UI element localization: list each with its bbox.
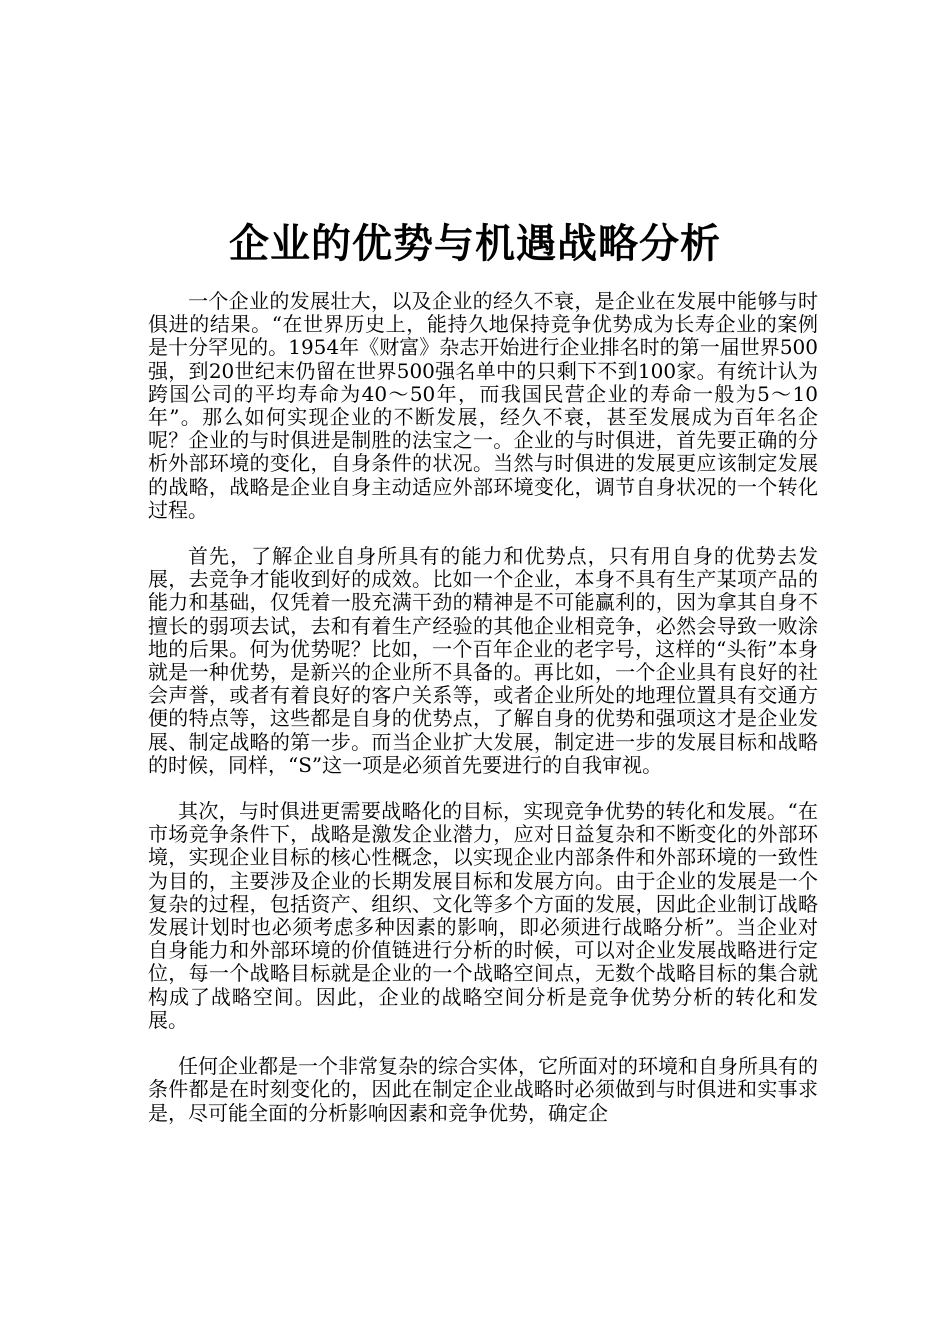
paragraph-2: 首先，了解企业自身所具有的能力和优势点，只有用自身的优势去发展，去竞争才能收到好的成效。比如一个企业，本身不具有生产某项产品的能力和基础，仅凭着一股充满干劲的精神是不可能赢利的，因为拿其自身不擅长的弱项去试，去和有着生产经验的其他企业相竞争，必然会导致一败涂地的后果。何为优势呢？比如，一个百年企业的老字号，这样的“头衔”本身就是一种优势，是新兴的企业所不具备的。再比如，一个企业具有良好的社会声誉，或者有着良好的客户关系等，或者企业所处的地理位置具有交通方便的特点等，这些都是自身的优势点，了解自身的优势和强项这才是企业发展、制定战略的第一步。而当企业扩大发展，制定进一步的发展目标和战略的时候，同样，“S”这一项是必须首先要进行的自我审视。 bbox=[148, 544, 818, 777]
paragraph-1: 一个企业的发展壮大，以及企业的经久不衰，是企业在发展中能够与时俱进的结果。“在世界历史上，能持久地保持竞争优势成为长寿企业的案例是十分罕见的。1954年《财富》杂志开始进行企业排名时的第一届世界500强，到20世纪末仍留在世界500强名单中的只剩下不到100家。有统计认为跨国公司的平均寿命为40～50年，而我国民营企业的寿命一般为5～10年”。那么如何实现企业的不断发展，经久不衰，甚至发展成为百年名企呢？企业的与时俱进是制胜的法宝之一。企业的与时俱进，首先要正确的分析外部环境的变化，自身条件的状况。当然与时俱进的发展更应该制定发展的战略，战略是企业自身主动适应外部环境变化，调节自身状况的一个转化过程。 bbox=[148, 289, 818, 522]
paragraph-4: 任何企业都是一个非常复杂的综合实体，它所面对的环境和自身所具有的条件都是在时刻变化的，因此在制定企业战略时必须做到与时俱进和实事求是，尽可能全面的分析影响因素和竞争优势，确定企 bbox=[148, 1054, 818, 1125]
document-title: 企业的优势与机遇战略分析 bbox=[229, 221, 721, 267]
paragraph-3: 其次，与时俱进更需要战略化的目标，实现竞争优势的转化和发展。“在市场竞争条件下，战略是激发企业潜力，应对日益复杂和不断变化的外部环境，实现企业目标的核心性概念，以实现企业内部条件和外部环境的一致性为目的，主要涉及企业的长期发展目标和发展方向。由于企业的发展是一个复杂的过程，包括资产、组织、文化等多个方面的发展，因此企业制订战略发展计划时也必须考虑多种因素的影响，即必须进行战略分析”。当企业对自身能力和外部环境的价值链进行分析的时候，可以对企业发展战略进行定位，每一个战略目标就是企业的一个战略空间点，无数个战略目标的集合就构成了战略空间。因此，企业的战略空间分析是竞争优势分析的转化和发展。 bbox=[148, 799, 818, 1032]
document-body bbox=[148, 290, 818, 1148]
